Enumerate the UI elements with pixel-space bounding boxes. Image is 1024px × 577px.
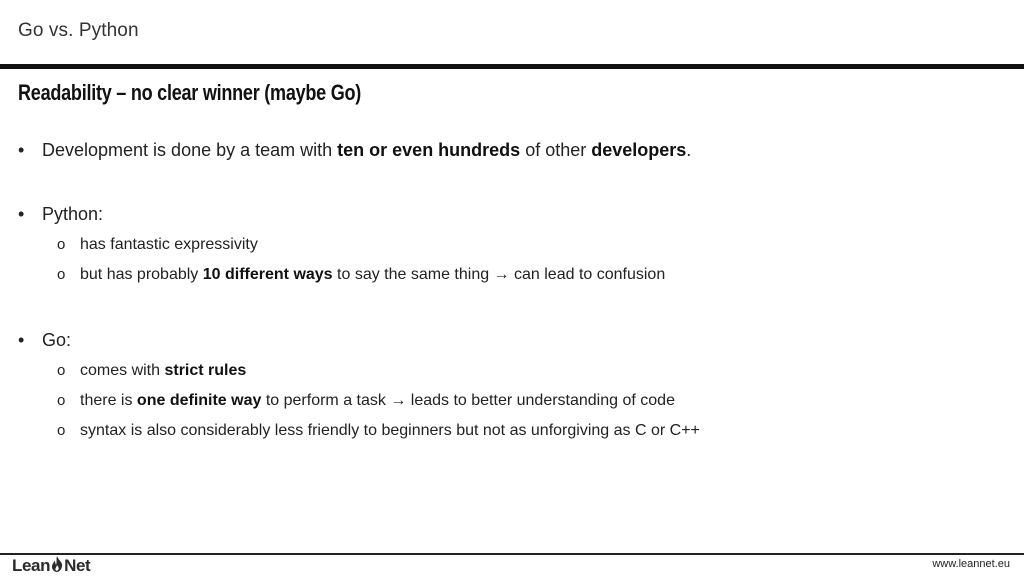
sub-bullet-text: to say the same thing → can lead to confusion [332,266,666,283]
bullet-marker: • [18,330,25,350]
sub-bullet-text: to perform a task → leads to better understanding of code [261,392,675,409]
flame-icon [50,556,64,577]
bullet-item-go [18,326,998,354]
footer-divider [0,553,1024,555]
sub-bullet-text: there is [80,392,137,409]
sub-bullet-marker: o [57,266,66,283]
sub-bullet-item [18,230,998,260]
footer-url: www.leannet.eu [932,558,1010,570]
bullet-text: Development is done by a team with [42,140,338,160]
header-divider [0,64,1024,69]
sub-bullet-marker: o [57,392,66,409]
bullet-item-python [18,200,998,228]
bullet-marker: • [18,204,25,224]
slide-content [18,136,998,446]
sub-bullet-marker: o [57,362,66,379]
sub-bullet-text: comes with [80,362,165,379]
bullet-emphasis: developers [591,140,687,160]
sub-bullet-marker: o [57,422,66,439]
sub-bullet-text: but has probably [80,266,203,283]
sub-bullet-item [18,260,998,290]
page-title: Readability – no clear winner (maybe Go) [18,80,362,105]
sub-bullet-item [18,356,998,386]
sub-bullet-emphasis: one definite way [136,392,262,409]
go-sublist [18,356,998,446]
python-sublist [18,230,998,290]
sub-bullet-item [18,416,998,446]
slide-header [0,0,1024,64]
sub-bullet-text: has fantastic expressivity [80,236,258,253]
bullet-text: of other [520,140,592,160]
sub-bullet-marker: o [57,236,66,253]
bullet-label: Go: [42,330,72,350]
sub-bullet-text: syntax is also considerably less friendly to beginners but not as unforgiving as C or C++ [80,422,700,439]
bullet-item-development [18,136,998,164]
leannet-logo [12,556,90,576]
logo-text-left: Lean [12,556,51,575]
logo-text-right: Net [64,556,91,575]
section-title: Go vs. Python [18,20,139,41]
sub-bullet-item [18,386,998,416]
bullet-marker: • [18,140,25,160]
bullet-emphasis: ten or even hundreds [337,140,521,160]
sub-bullet-emphasis: strict rules [164,362,247,379]
sub-bullet-emphasis: 10 different ways [202,266,333,283]
bullet-label: Python: [42,204,104,224]
bullet-text: . [686,140,692,160]
